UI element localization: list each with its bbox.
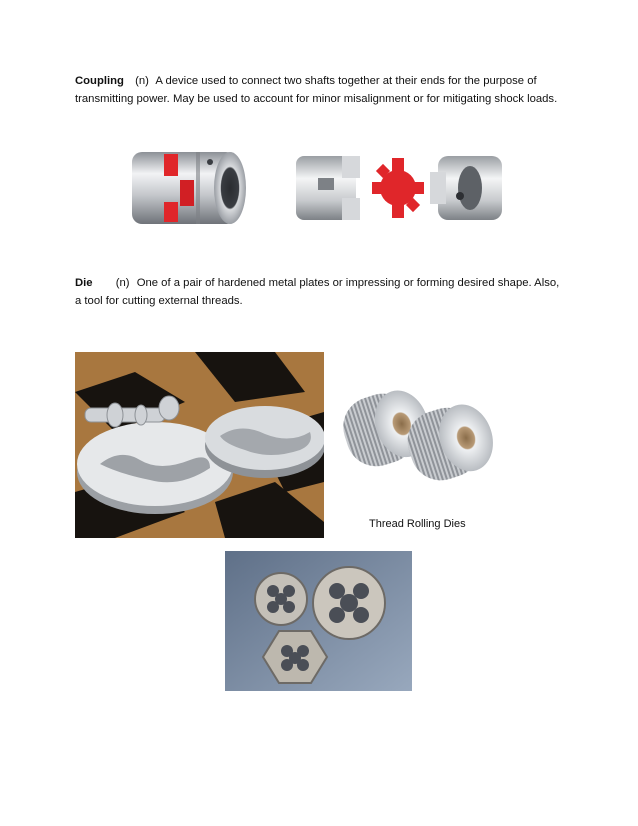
coupling-term: Coupling	[75, 75, 124, 87]
die-term: Die	[75, 277, 93, 289]
thread-rolling-caption: Thread Rolling Dies	[369, 518, 466, 530]
coupling-definition: A device used to connect two shafts together at their ends for the purpose of transmitting power. May be used to account for minor misalignment or for mitigating shock loads.	[75, 75, 558, 105]
coupling-assembled-image	[124, 140, 250, 234]
coupling-entry	[75, 72, 565, 108]
die-pos: (n)	[115, 277, 130, 289]
coupling-pos: (n)	[135, 75, 149, 87]
coupling-exploded-image	[292, 148, 508, 228]
thread-rolling-dies-image	[336, 372, 508, 490]
forging-dies-image	[75, 352, 324, 538]
threading-dies-image	[225, 551, 412, 691]
die-definition: One of a pair of hardened metal plates or impressing or forming desired shape. Also, a tool for cutting external threads.	[75, 277, 560, 307]
die-entry	[75, 274, 565, 310]
